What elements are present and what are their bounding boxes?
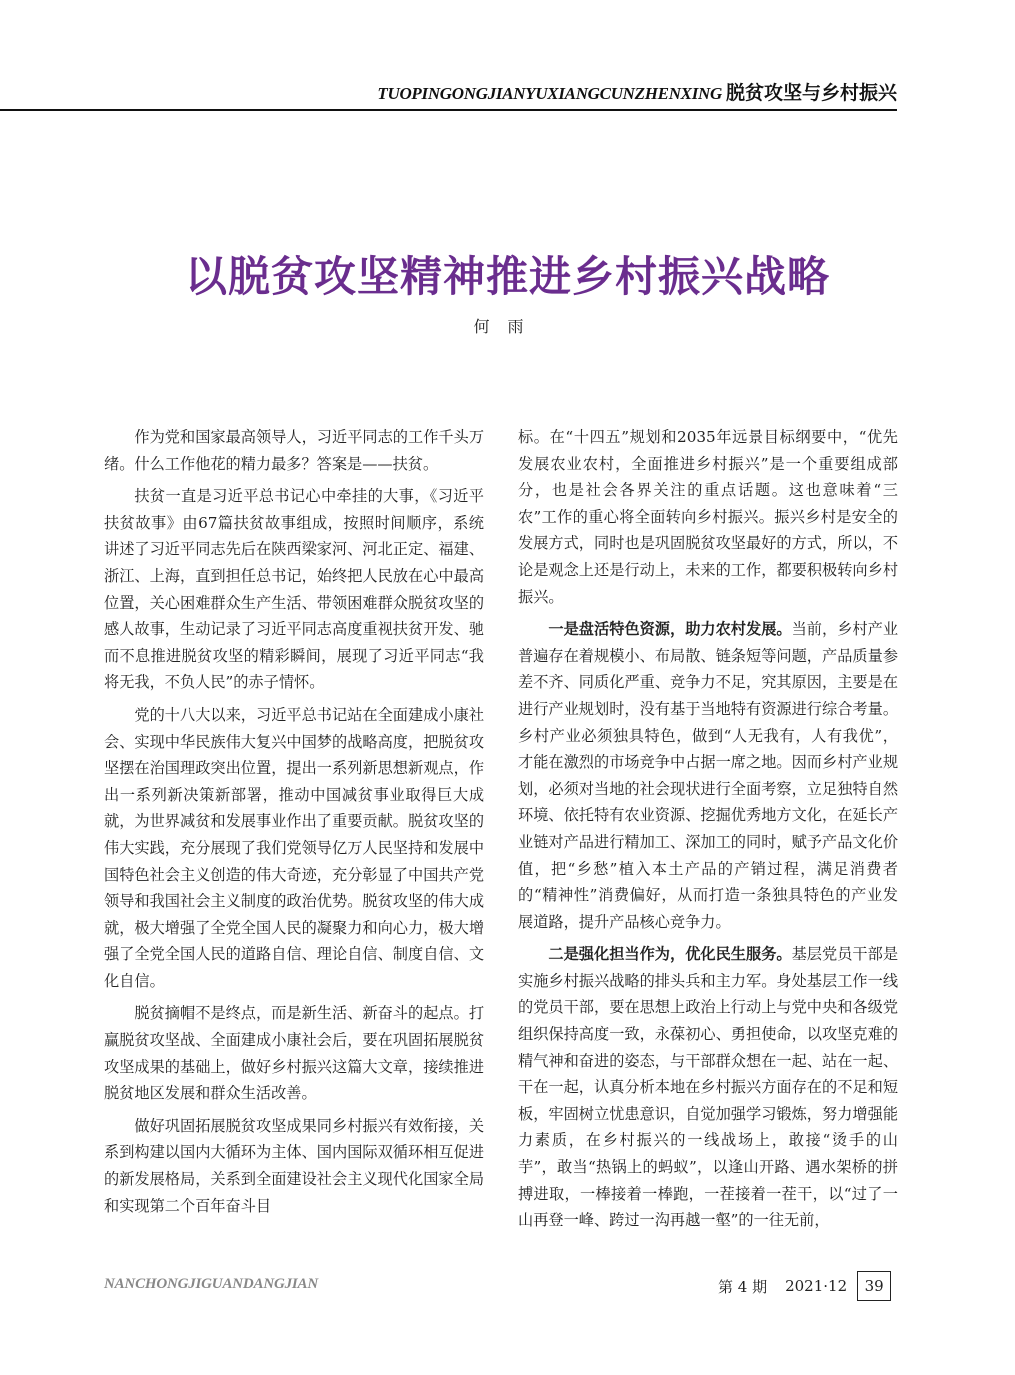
page-number: 39 bbox=[857, 1271, 891, 1301]
footer-date: 2021·12 bbox=[785, 1277, 848, 1295]
footer-journal-name: NANCHONGJIGUANDANGJIAN bbox=[104, 1276, 318, 1292]
paragraph: 党的十八大以来，习近平总书记站在全面建成小康社会、实现中华民族伟大复兴中国梦的战略高度，把脱贫攻坚摆在治国理政突出位置，提出一系列新思想新观点，作出一系列新决策新部署，推动中国减贫事业取得巨大成就，为世界减贫和发展事业作出了重要贡献。脱贫攻坚的伟大实践，充分展现了我们党领导亿万人民坚持和发展中国特色社会主义创造的伟大奇迹，充分彰显了中国共产党领导和我国社会主义制度的政治优势。脱贫攻坚的伟大成就，极大增强了全党全国人民的凝聚力和向心力，极大增强了全党全国人民的道路自信、理论自信、制度自信、文化自信。 bbox=[104, 705, 484, 990]
paragraph: 做好巩固拓展脱贫攻坚成果同乡村振兴有效衔接，关系到构建以国内大循环为主体、国内国际双循环相互促进的新发展格局，关系到全面建设社会主义现代化国家全局和实现第二个百年奋斗目 bbox=[104, 1116, 484, 1215]
left-column bbox=[104, 424, 484, 1215]
footer-issue-info bbox=[718, 1271, 891, 1301]
paragraph: 扶贫一直是习近平总书记心中牵挂的大事，《习近平扶贫故事》由67篇扶贫故事组成，按照时间顺序，系统讲述了习近平同志先后在陕西梁家河、河北正定、福建、浙江、上海，直到担任总书记，始终把人民放在心中最高位置，关心困难群众生产生活、带领困难群众脱贫攻坚的感人故事，生动记录了习近平同志高度重视扶贫开发、驰而不息推进脱贫攻坚的精彩瞬间，展现了习近平同志“我将无我，不负人民”的赤子情怀。 bbox=[104, 487, 484, 692]
point-2-body: 基层党员干部是实施乡村振兴战略的排头兵和主力军。身处基层工作一线的党员干部，要在思想上政治上行动上与党中央和各级党组织保持高度一致，永葆初心、勇担使命，以攻坚克难的精气神和奋进的姿态，与干部群众想在一起、站在一起、干在一起，认真分析本地在乡村振兴方面存在的不足和短板，牢固树立忧患意识，自觉加强学习锻炼，努力增强能力素质，在乡村振兴的一线战场上，敢接“烫手的山芋”，敢当“热锅上的蚂蚁”，以逢山开路、遇水架桥的拼搏进取，一棒接着一棒跑，一茬接着一茬干，以“过了一山再登一峰、跨过一沟再越一壑”的一往无前， bbox=[518, 945, 899, 1230]
point-1-body: 当前，乡村产业普遍存在着规模小、布局散、链条短等问题，产品质量参差不齐、同质化严重、竞争力不足，究其原因，主要是在进行产业规划时，没有基于当地特有资源进行综合考量。乡村产业必须独具特色，做到“人无我有，人有我优”，才能在激烈的市场竞争中占据一席之地。因而乡村产业规划，必须对当地的社会现状进行全面考察，立足独特自然环境、依托特有农业资源、挖掘优秀地方文化，在延长产业链对产品进行精加工、深加工的同时，赋予产品文化价值，把“乡愁”植入本土产品的产销过程，满足消费者的“精神性”消费偏好，从而打造一条独具特色的产业发展道路，提升产品核心竞争力。 bbox=[518, 620, 899, 931]
header-pinyin: TUOPINGONGJIANYUXIANGCUNZHENXING bbox=[377, 84, 722, 103]
article-author: 何雨 bbox=[473, 317, 542, 336]
header-section-title: 脱贫攻坚与乡村振兴 bbox=[725, 82, 897, 104]
header-rule bbox=[0, 109, 897, 111]
paragraph-point-1 bbox=[518, 616, 898, 935]
paragraph-continuation: 标。在“十四五”规划和2035年远景目标纲要中，“优先发展农业农村，全面推进乡村振兴”是一个重要组成部分，也是社会各界关注的重点话题。这也意味着“三农”工作的重心将全面转向乡村振兴。振兴乡村是安全的发展方式，同时也是巩固脱贫攻坚最好的方式，所以，不论是观念上还是行动上，未来的工作，都要积极转向乡村振兴。 bbox=[518, 428, 898, 606]
paragraph-point-2 bbox=[518, 941, 898, 1234]
point-2-lead: 二是强化担当作为，优化民生服务。 bbox=[548, 945, 792, 964]
article-title: 以脱贫攻坚精神推进乡村振兴战略 bbox=[184, 252, 830, 301]
right-column bbox=[518, 424, 899, 1230]
paragraph: 脱贫摘帽不是终点，而是新生活、新奋斗的起点。打赢脱贫攻坚战、全面建成小康社会后，要在巩固拓展脱贫攻坚成果的基础上，做好乡村振兴这篇大文章，接续推进脱贫地区发展和群众生活改善。 bbox=[104, 1004, 484, 1103]
running-header bbox=[0, 78, 897, 108]
point-1-lead: 一是盘活特色资源，助力农村发展。 bbox=[548, 620, 792, 639]
footer-issue: 第 4 期 bbox=[718, 1277, 768, 1296]
paragraph: 作为党和国家最高领导人，习近平同志的工作千头万绪。什么工作他花的精力最多？答案是——扶贫。 bbox=[104, 428, 484, 473]
